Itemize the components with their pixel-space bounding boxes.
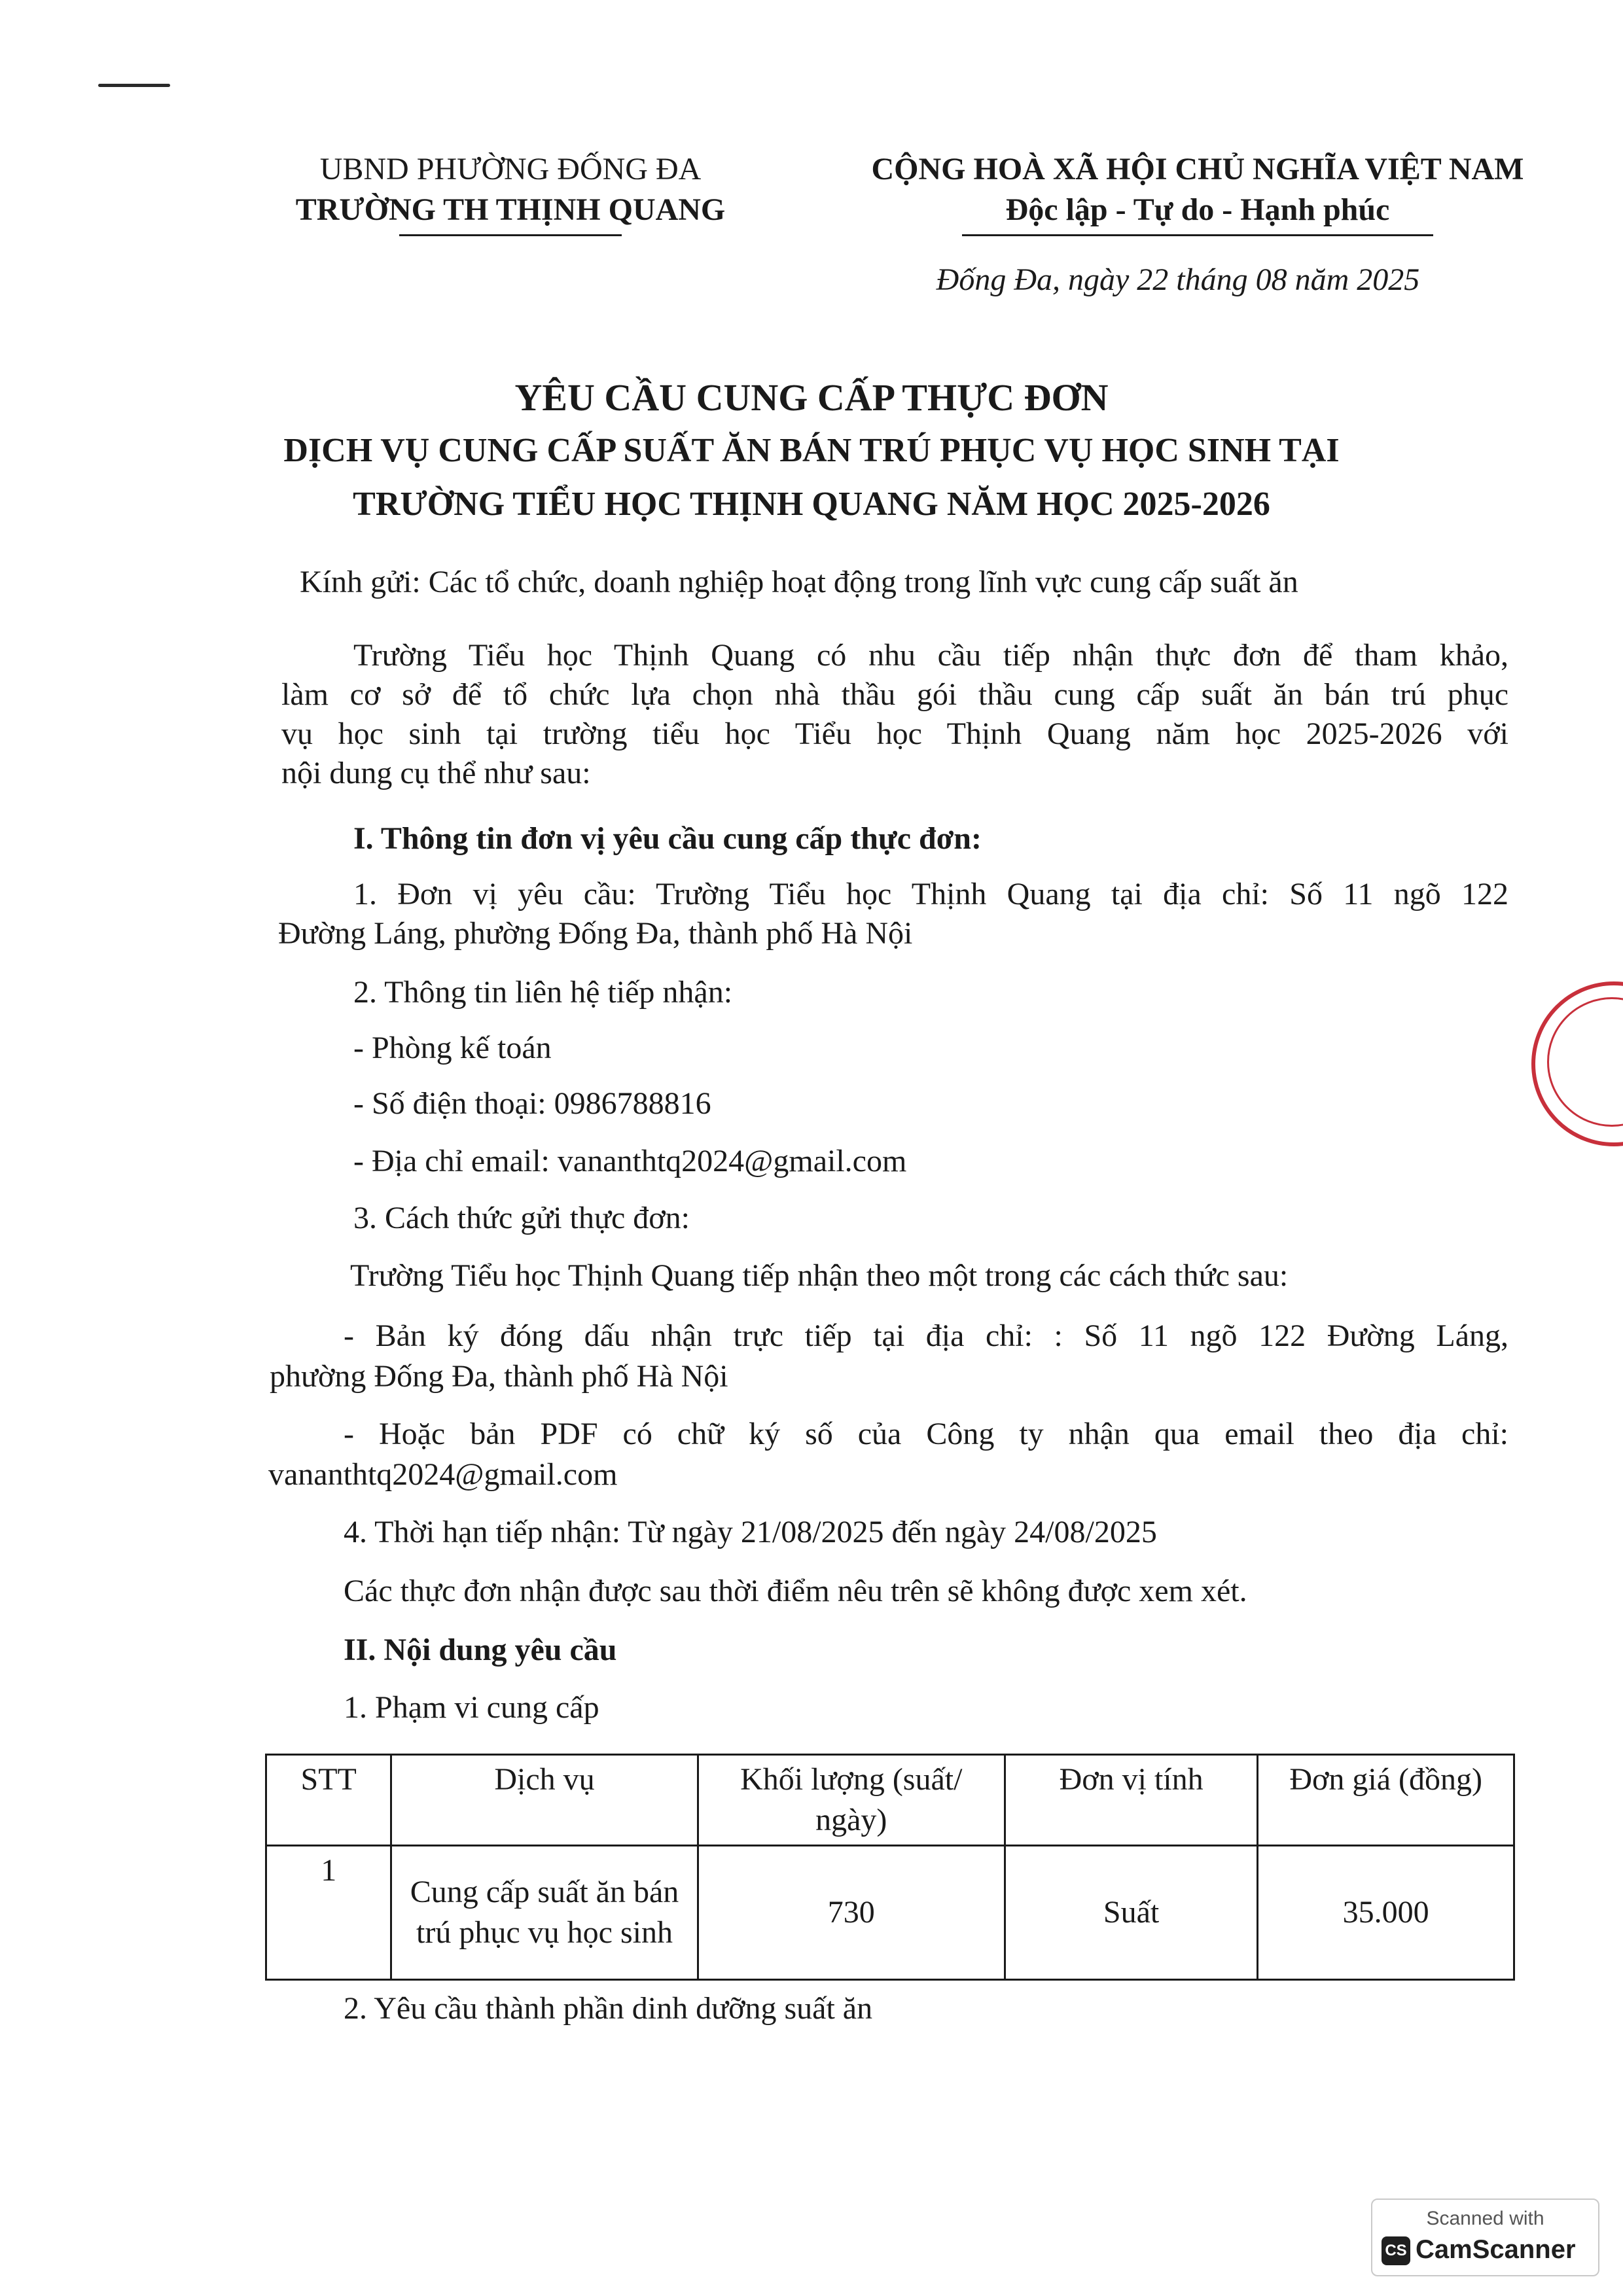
contact-phone: - Số điện thoại: 0986788816 xyxy=(353,1086,711,1121)
intro-line-4: nội dung cụ thể như sau: xyxy=(281,756,591,790)
document-date: Đống Đa, ngày 22 tháng 08 năm 2025 xyxy=(936,262,1420,297)
section-1-heading: I. Thông tin đơn vị yêu cầu cung cấp thực đơn: xyxy=(353,821,982,856)
section-2-heading: II. Nội dung yêu cầu xyxy=(344,1633,617,1667)
intro-line-2: làm cơ sở để tổ chức lựa chọn nhà thầu gói thầu cung cấp suất ăn bán trú phục xyxy=(281,677,1508,712)
method-1-line-2: phường Đống Đa, thành phố Hà Nội xyxy=(270,1359,728,1394)
intro-line-3: vụ học sinh tại trường tiểu học Tiểu học Thịnh Quang năm học 2025-2026 với xyxy=(281,716,1508,751)
issuer-authority: UBND PHƯỜNG ĐỐNG ĐA xyxy=(319,152,702,186)
cell-quantity: 730 xyxy=(698,1846,1005,1980)
method-2-line-1: - Hoặc bản PDF có chữ ký số của Công ty nhận qua email theo địa chỉ: xyxy=(344,1417,1508,1451)
cell-price: 35.000 xyxy=(1258,1846,1514,1980)
camscanner-watermark xyxy=(1371,2199,1599,2276)
contact-department: - Phòng kế toán xyxy=(353,1031,552,1065)
intro-line-1: Trường Tiểu học Thịnh Quang có nhu cầu tiếp nhận thực đơn để tham khảo, xyxy=(353,638,1508,673)
title-line-1: YÊU CẦU CUNG CẤP THỰC ĐƠN xyxy=(514,376,1109,419)
item-3: 3. Cách thức gửi thực đơn: xyxy=(353,1201,690,1235)
issuer-underline xyxy=(399,234,622,236)
contact-email: - Địa chỉ email: vananthtq2024@gmail.com xyxy=(353,1144,907,1178)
header-service: Dịch vụ xyxy=(391,1755,698,1846)
item-4: 4. Thời hạn tiếp nhận: Từ ngày 21/08/2025 đến ngày 24/08/2025 xyxy=(344,1515,1157,1549)
document-title xyxy=(131,372,1492,531)
method-1-line-1: - Bản ký đóng dấu nhận trực tiếp tại địa chỉ: : Số 11 ngõ 122 Đường Láng, xyxy=(344,1318,1508,1353)
scan-mark xyxy=(98,84,170,87)
red-seal-stamp xyxy=(1531,981,1623,1146)
item-1-line-2: Đường Láng, phường Đống Đa, thành phố Hà Nội xyxy=(278,916,913,951)
item-1-line-1: 1. Đơn vị yêu cầu: Trường Tiểu học Thịnh Quang tại địa chỉ: Số 11 ngõ 122 xyxy=(353,877,1508,911)
cell-unit: Suất xyxy=(1005,1846,1257,1980)
watermark-caption: Scanned with xyxy=(1426,2208,1544,2229)
scope-table xyxy=(265,1754,1515,1981)
table-row xyxy=(266,1846,1514,1980)
header-unit: Đơn vị tính xyxy=(1005,1755,1257,1846)
scope-heading: 1. Phạm vi cung cấp xyxy=(344,1690,599,1725)
title-line-2: DỊCH VỤ CUNG CẤP SUẤT ĂN BÁN TRÚ PHỤC VỤ HỌC SINH TẠI xyxy=(283,432,1340,469)
header-stt: STT xyxy=(266,1755,391,1846)
issuer-school: TRƯỜNG TH THỊNH QUANG xyxy=(295,192,726,227)
watermark-brand: CamScanner xyxy=(1416,2235,1576,2264)
cell-stt: 1 xyxy=(266,1846,391,1980)
deadline-note: Các thực đơn nhận được sau thời điểm nêu trên sẽ không được xem xét. xyxy=(344,1574,1247,1608)
title-line-3: TRƯỜNG TIỂU HỌC THỊNH QUANG NĂM HỌC 2025-2026 xyxy=(353,486,1270,523)
stamp-inner-ring xyxy=(1547,997,1623,1127)
header-quantity: Khối lượng (suất/ ngày) xyxy=(698,1755,1005,1846)
camscanner-logo-icon: CS xyxy=(1382,2236,1410,2265)
recipient-line: Kính gửi: Các tổ chức, doanh nghiệp hoạt động trong lĩnh vực cung cấp suất ăn xyxy=(300,565,1298,599)
method-intro: Trường Tiểu học Thịnh Quang tiếp nhận theo một trong các cách thức sau: xyxy=(350,1258,1289,1293)
national-motto-block xyxy=(838,149,1558,236)
item-2: 2. Thông tin liên hệ tiếp nhận: xyxy=(353,975,733,1010)
nutrition-heading: 2. Yêu cầu thành phần dinh dưỡng suất ăn xyxy=(344,1991,873,2026)
table-header-row xyxy=(266,1755,1514,1846)
motto-underline xyxy=(962,234,1433,236)
cell-service: Cung cấp suất ăn bán trú phục vụ học sinh xyxy=(391,1846,698,1980)
issuer-block xyxy=(249,149,772,236)
method-2-line-2: vananthtq2024@gmail.com xyxy=(268,1457,618,1492)
header-price: Đơn giá (đồng) xyxy=(1258,1755,1514,1846)
national-motto: Độc lập - Tự do - Hạnh phúc xyxy=(1005,192,1390,227)
national-name: CỘNG HOÀ XÃ HỘI CHỦ NGHĨA VIỆT NAM xyxy=(871,152,1524,186)
